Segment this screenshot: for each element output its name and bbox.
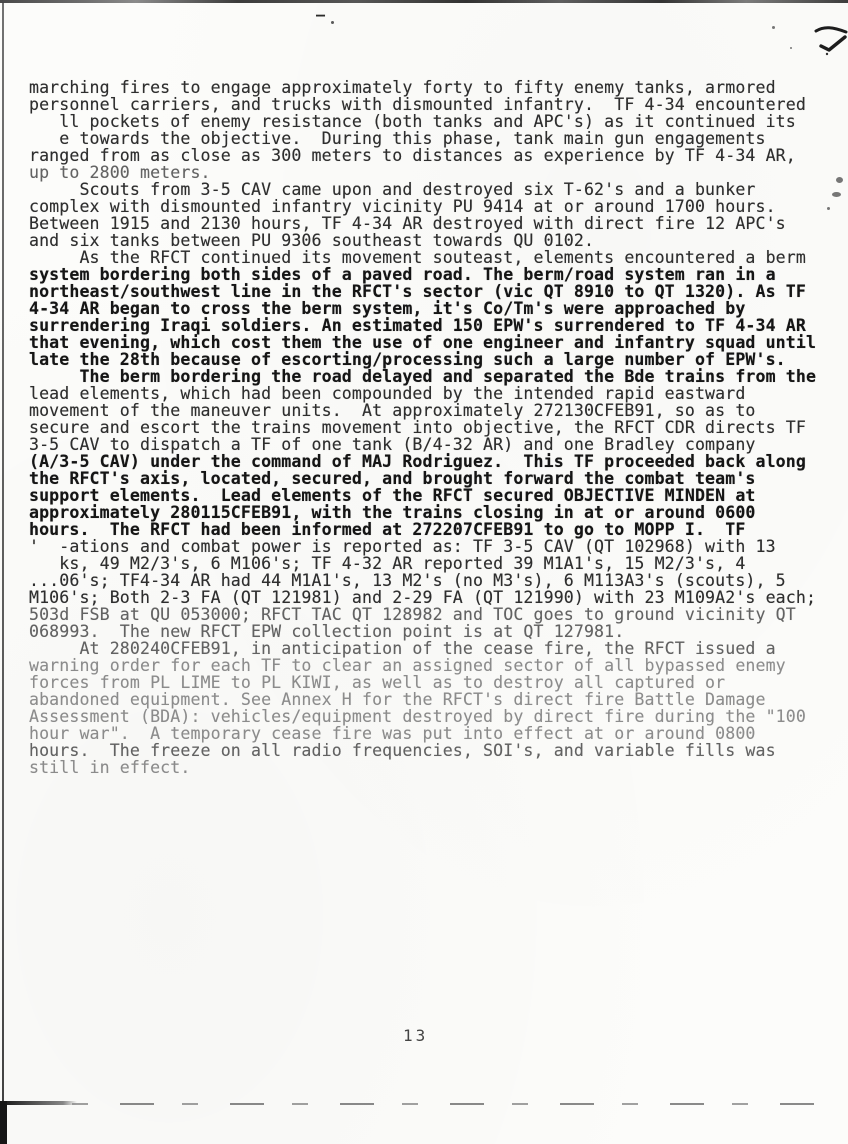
handwritten-scribble-icon	[813, 22, 848, 60]
text-line: and six tanks between PU 9306 southeast towards QU 0102.	[29, 231, 595, 250]
text-line: ' -ations and combat power is reported as: TF 3-5 CAV (QT 102968) with 13	[29, 537, 776, 556]
text-line: The berm bordering the road delayed and separated the Bde trains from the	[29, 367, 817, 386]
scan-speck	[836, 177, 843, 183]
text-line: forces from PL LIME to PL KIWI, as well as to destroy all captured or	[29, 673, 726, 692]
text-line: still in effect.	[29, 758, 191, 777]
scan-speck	[832, 192, 841, 197]
text-line: the RFCT's axis, located, secured, and brought forward the combat team's	[29, 469, 756, 488]
text-line: system bordering both sides of a paved road. The berm/road system ran in a	[29, 265, 776, 284]
text-line: 3-5 CAV to dispatch a TF of one tank (B/4-32 AR) and one Bradley company	[29, 435, 756, 454]
text-line: personnel carriers, and trucks with dismounted infantry. TF 4-34 encountered	[29, 95, 806, 114]
text-line: hours. The freeze on all radio frequencies, SOI's, and variable fills was	[29, 741, 776, 760]
text-line: 068993. The new RFCT EPW collection point is at QT 127981.	[29, 622, 625, 641]
page-text	[29, 79, 816, 776]
text-line: that evening, which cost them the use of one engineer and infantry squad until	[29, 333, 817, 352]
scan-edge-top-line	[0, 0, 848, 3]
text-line: support elements. Lead elements of the RFCT secured OBJECTIVE MINDEN at	[29, 486, 756, 505]
text-line: abandoned equipment. See Annex H for the RFCT's direct fire Battle Damage	[29, 690, 766, 709]
text-line: 4-34 AR began to cross the berm system, it's Co/Tm's were approached by	[29, 299, 746, 318]
scan-speck	[772, 26, 775, 29]
text-line: Between 1915 and 2130 hours, TF 4-34 AR destroyed with direct fire 12 APC's	[29, 214, 786, 233]
top-dash-dot	[331, 21, 334, 24]
text-line: approximately 280115CFEB91, with the trains closing in at or around 0600	[29, 503, 756, 522]
text-line: surrendering Iraqi soldiers. An estimated 150 EPW's surrendered to TF 4-34 AR	[29, 316, 806, 335]
text-line: late the 28th because of escorting/processing such a large number of EPW's.	[29, 350, 786, 369]
text-line: warning order for each TF to clear an assigned sector of all bypassed enemy	[29, 656, 786, 675]
text-line: ranged from as close as 300 meters to distances as experience by TF 4-34 AR,	[29, 146, 796, 165]
top-dash-mark: —	[316, 6, 326, 24]
text-line: secure and escort the trains movement into objective, the RFCT CDR directs TF	[29, 418, 806, 437]
text-line: 503d FSB at QU 053000; RFCT TAC QT 128982 and TOC goes to ground vicinity QT	[29, 605, 796, 624]
text-line: ks, 49 M2/3's, 6 M106's; TF 4-32 AR reported 39 M1A1's, 15 M2/3's, 4	[29, 554, 746, 573]
text-line: e towards the objective. During this phase, tank main gun engagements	[29, 129, 766, 148]
text-line: Assessment (BDA): vehicles/equipment destroyed by direct fire during the "100	[29, 707, 806, 726]
text-line: M106's; Both 2-3 FA (QT 121981) and 2-29 FA (QT 121990) with 23 M109A2's each;	[29, 588, 817, 607]
text-line: hour war". A temporary cease fire was put into effect at or around 0800	[29, 724, 756, 743]
text-line: ll pockets of enemy resistance (both tanks and APC's) as it continued its	[29, 112, 796, 131]
text-line: At 280240CFEB91, in anticipation of the cease fire, the RFCT issued a	[29, 639, 776, 658]
text-line: lead elements, which had been compounded by the intended rapid eastward	[29, 384, 746, 403]
text-line: (A/3-5 CAV) under the command of MAJ Rodriguez. This TF proceeded back along	[29, 452, 806, 471]
text-line: As the RFCT continued its movement souteast, elements encountered a berm	[29, 248, 806, 267]
text-line: marching fires to engage approximately forty to fifty enemy tanks, armored	[29, 78, 776, 97]
text-line: up to 2800 meters.	[29, 163, 211, 182]
text-line: northeast/southwest line in the RFCT's sector (vic QT 8910 to QT 1320). As TF	[29, 282, 806, 301]
scan-edge-bottom-dashes	[10, 1103, 840, 1105]
text-line: hours. The RFCT had been informed at 272207CFEB91 to go to MOPP I. TF	[29, 520, 746, 539]
scan-speck	[790, 47, 792, 49]
scan-edge-left-line	[2, 2, 4, 1144]
text-line: ...06's; TF4-34 AR had 44 M1A1's, 13 M2's (no M3's), 6 M113A3's (scouts), 5	[29, 571, 786, 590]
page-number: 13	[403, 1026, 429, 1045]
scan-speck	[827, 207, 830, 210]
text-line: complex with dismounted infantry vicinity PU 9414 at or around 1700 hours.	[29, 197, 776, 216]
scan-corner-artifact	[0, 1101, 7, 1144]
text-line: movement of the maneuver units. At approximately 272130CFEB91, so as to	[29, 401, 756, 420]
text-line: Scouts from 3-5 CAV came upon and destroyed six T-62's and a bunker	[29, 180, 756, 199]
